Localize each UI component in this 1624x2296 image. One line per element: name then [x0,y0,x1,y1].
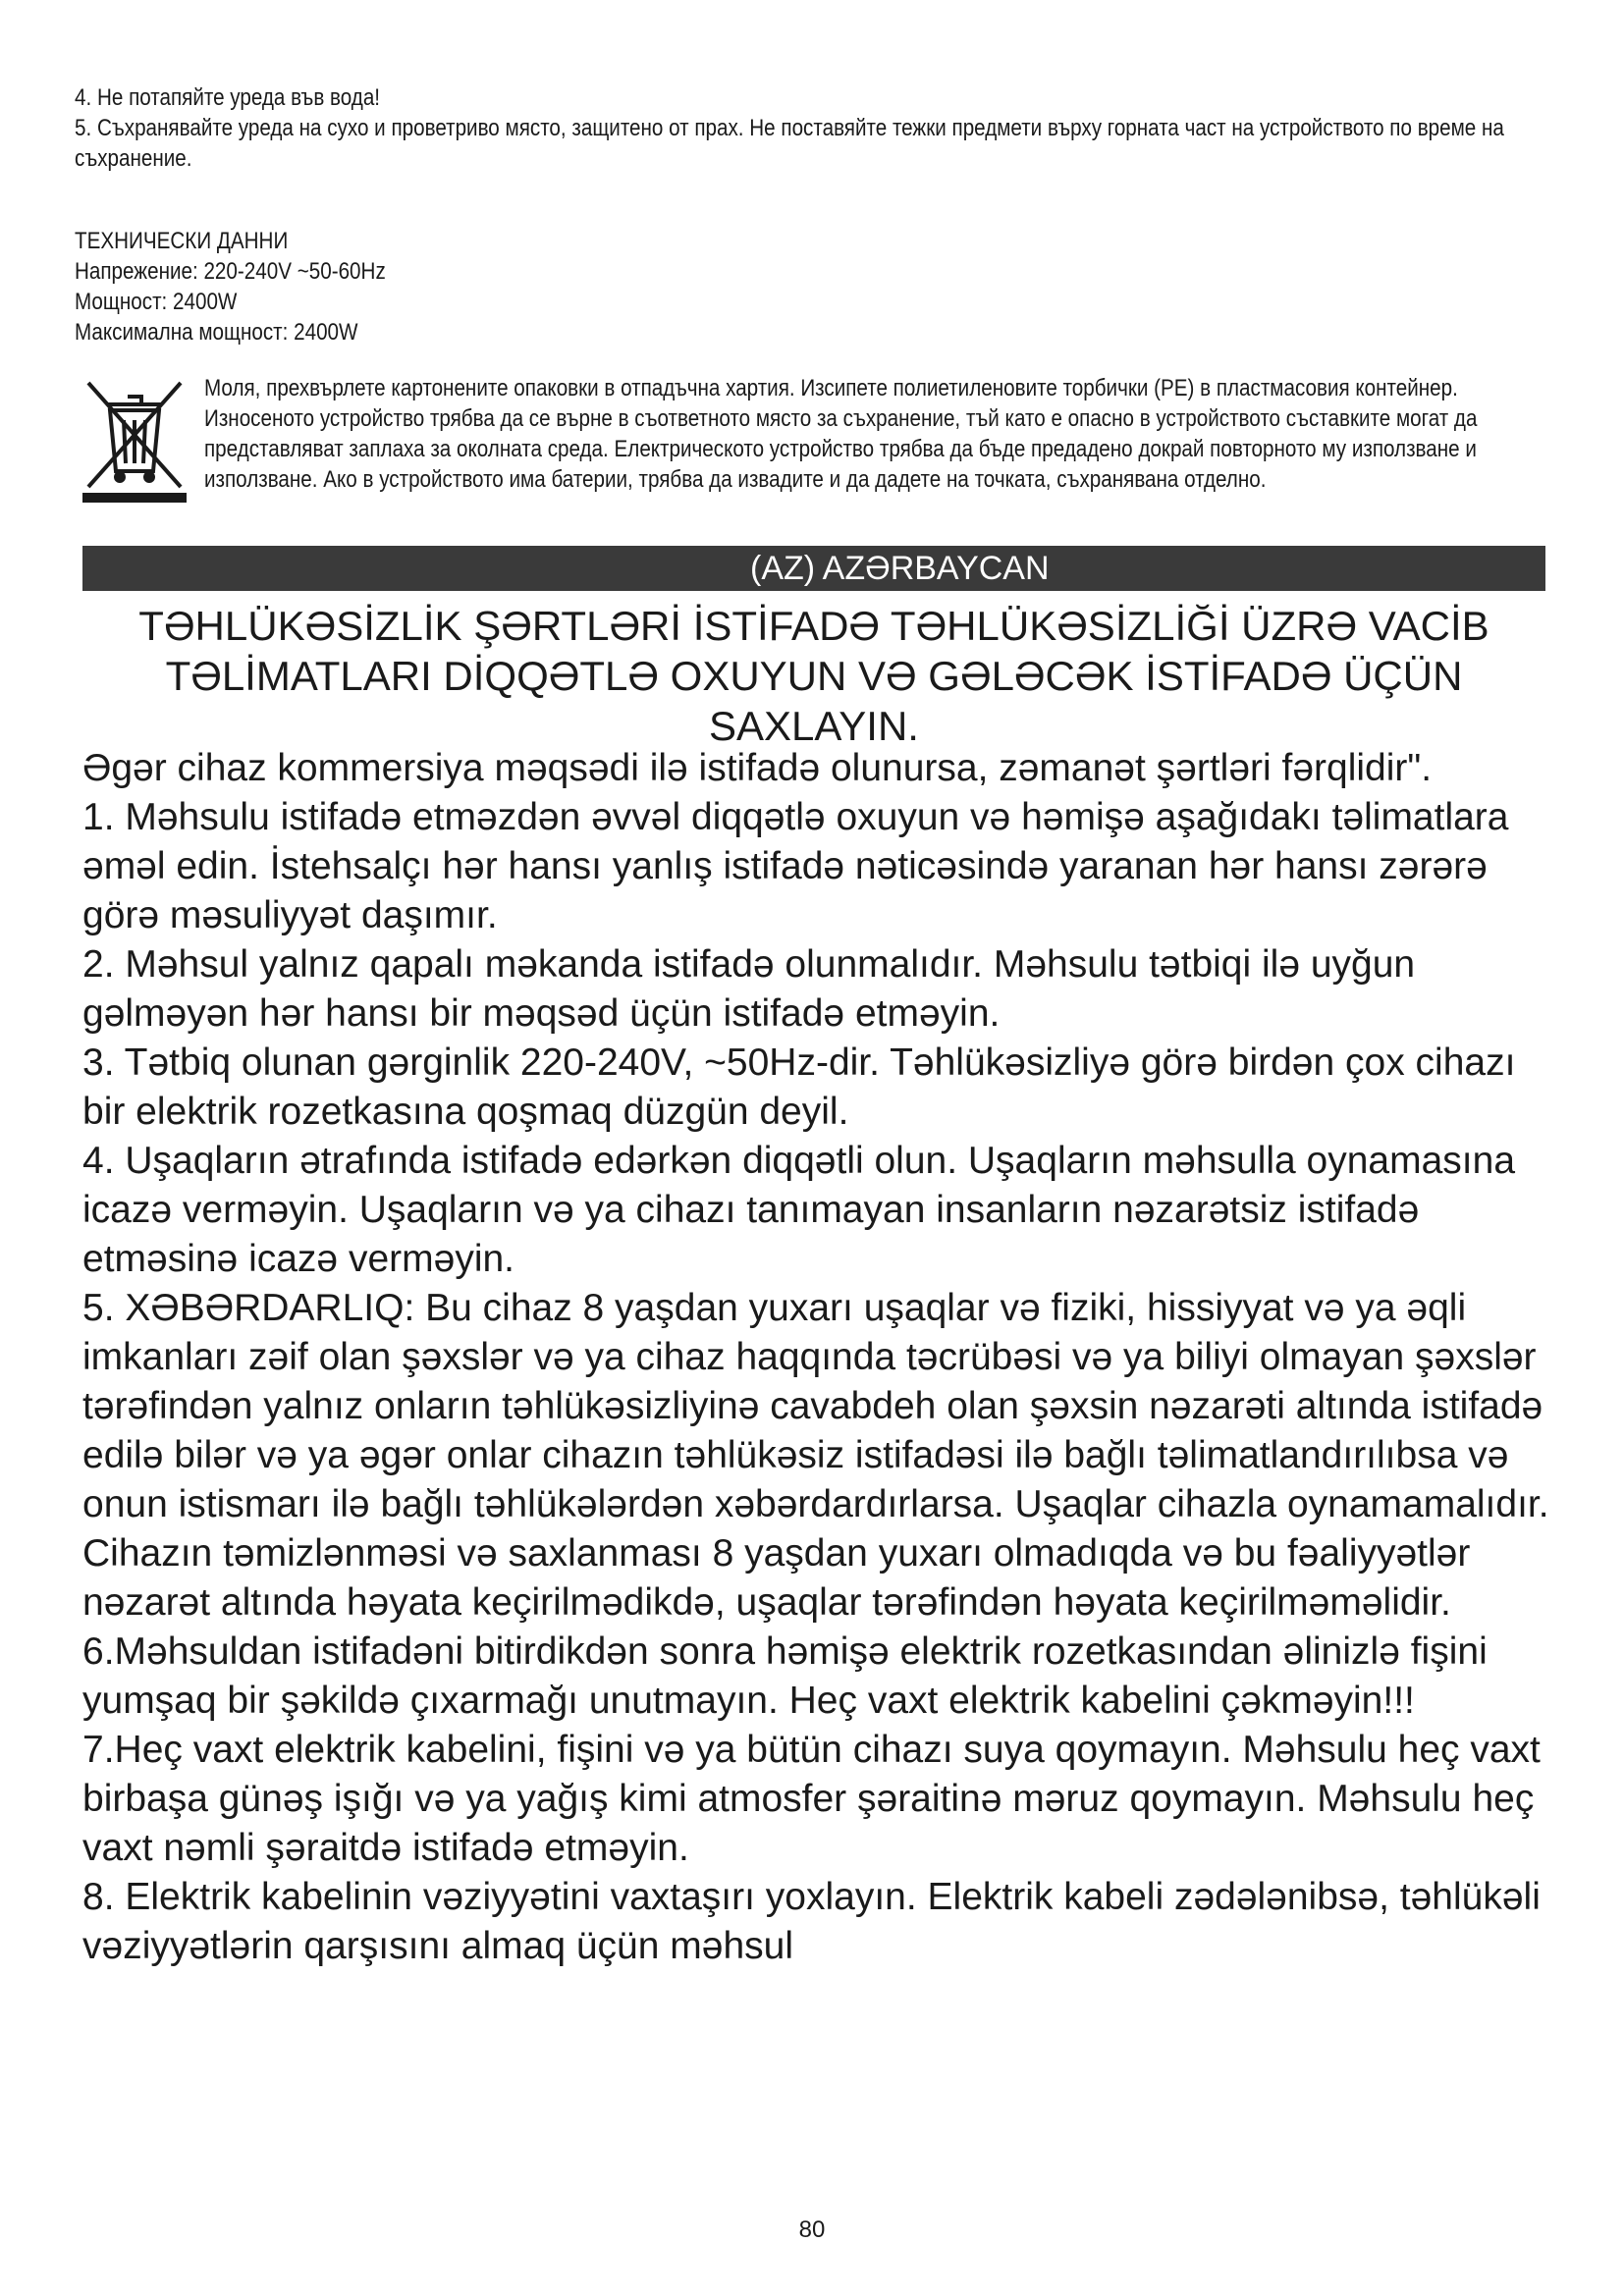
technical-data [75,226,860,347]
language-label: (AZ) AZƏRBAYCAN [750,550,1050,587]
recycling-text: Моля, прехвърлете картонените опаковки в отпадъчна хартия. Изсипете полиетиленовите торбички (PE) в пластмасовия контейнер. Износеното устройство трябва да се върне в съответното място за съхранение, тъй като е опасно в устройството съставките могат да представляват заплаха за околната среда. Електрическото устройство трябва да бъде предадено докрай повторното му използване и използване. Ако в устройството има батерии, трябва да извадите и да дадете на точката, съхранявана отделно. [204,375,1478,493]
warranty-note: Əgər cihaz kommersiya məqsədi ilə istifadə olunursa, zəmanət şərtləri fərqlidir". [82,747,1433,789]
instruction-4: 4. Uşaqların ətrafında istifadə edərkən diqqətli olun. Uşaqların məhsulla oynamasına icazə verməyin. Uşaqların və ya cihazı tanımayan insanların nəzarətsiz istifadə etməsinə icazə verməyin. [82,1140,1516,1280]
language-banner [82,546,1545,591]
max-power-spec: Максимална мощност: 2400W [75,319,358,346]
safety-heading: TƏHLÜKƏSİZLİK ŞƏRTLƏRİ İSTİFADƏ TƏHLÜKƏSİZLİĞİ ÜZRƏ VACİB TƏLİMATLARI DİQQƏTLƏ OXUYUN VƏ GƏLƏCƏK İSTİFADƏ ÜÇÜN SAXLAYIN. [138,603,1489,749]
instruction-6: 6.Məhsuldan istifadəni bitirdikdən sonra həmişə elektrik rozetkasından əlinizlə fişini yumşaq bir şəkildə çıxarmağı unutmayın. Heç vaxt elektrik kabelini çəkməyin!!! [82,1630,1488,1722]
instructions-body [82,744,1555,1971]
crossed-out-wheelie-bin-icon [81,377,189,505]
note-5: 5. Съхранявайте уреда на сухо и проветриво място, защитено от прах. Не поставяйте тежки предмети върху горната част на устройството по време на съхранение. [75,115,1504,172]
technical-data-title: ТЕХНИЧЕСКИ ДАННИ [75,228,289,254]
instruction-5: 5. XƏBƏRDARLIQ: Bu cihaz 8 yaşdan yuxarı uşaqlar və fiziki, hissiyyat və ya əqli imkanları zəif olan şəxslər və ya cihaz haqqında təcrübəsi və ya biliyi olmayan şəxslər tərəfindən yalnız onların təhlükəsizliyinə cavabdeh olan şəxsin nəzarəti altında istifadə edilə bilər və ya əgər onlar cihazın təhlükəsiz istifadəsi ilə bağlı təlimatlandırılıbsa və onun istismarı ilə bağlı təhlükələrdən xəbərdardırlarsa. Uşaqlar cihazla oynamamalıdır. Cihazın təmizlənməsi və saxlanması 8 yaşdan yuxarı olmadıqda və bu fəaliyyətlər nəzarət altında həyata keçirilmədikdə, uşaqlar tərəfindən həyata keçirilməməlidir. [82,1287,1549,1624]
bulgarian-notes [75,82,1547,174]
note-4: 4. Не потапяйте уреда във вода! [75,84,381,111]
instruction-3: 3. Tətbiq olunan gərginlik 220-240V, ~50Hz-dir. Təhlükəsizliyə görə birdən çox cihazı bir elektrik rozetkasına qoşmaq düzgün deyil. [82,1041,1516,1133]
instruction-7: 7.Heç vaxt elektrik kabelini, fişini və ya bütün cihazı suya qoymayın. Məhsulu heç vaxt birbaşa günəş işığı və ya yağış kimi atmosfer şəraitinə məruz qoymayın. Məhsulu heç vaxt nəmli şəraitdə istifadə etməyin. [82,1729,1541,1869]
instruction-2: 2. Məhsul yalnız qapalı məkanda istifadə olunmalıdır. Məhsulu tətbiqi ilə uyğun gəlməyən hər hansı bir məqsəd üçün istifadə etməyin. [82,943,1416,1035]
page-number: 80 [798,2216,826,2243]
voltage-spec: Напрежение: 220-240V ~50-60Hz [75,258,386,285]
power-spec: Мощност: 2400W [75,289,238,315]
instruction-8: 8. Elektrik kabelinin vəziyyətini vaxtaşırı yoxlayın. Elektrik kabeli zədələnibsə, təhlükəli vəziyyətlərin qarşısını almaq üçün məhsul [82,1876,1541,1967]
instruction-1: 1. Məhsulu istifadə etməzdən əvvəl diqqətlə oxuyun və həmişə aşağıdakı təlimatlara əməl edin. İstehsalçı hər hansı yanlış istifadə nəticəsində yaranan hər hansı zərərə görə məsuliyyət daşımır. [82,796,1509,936]
